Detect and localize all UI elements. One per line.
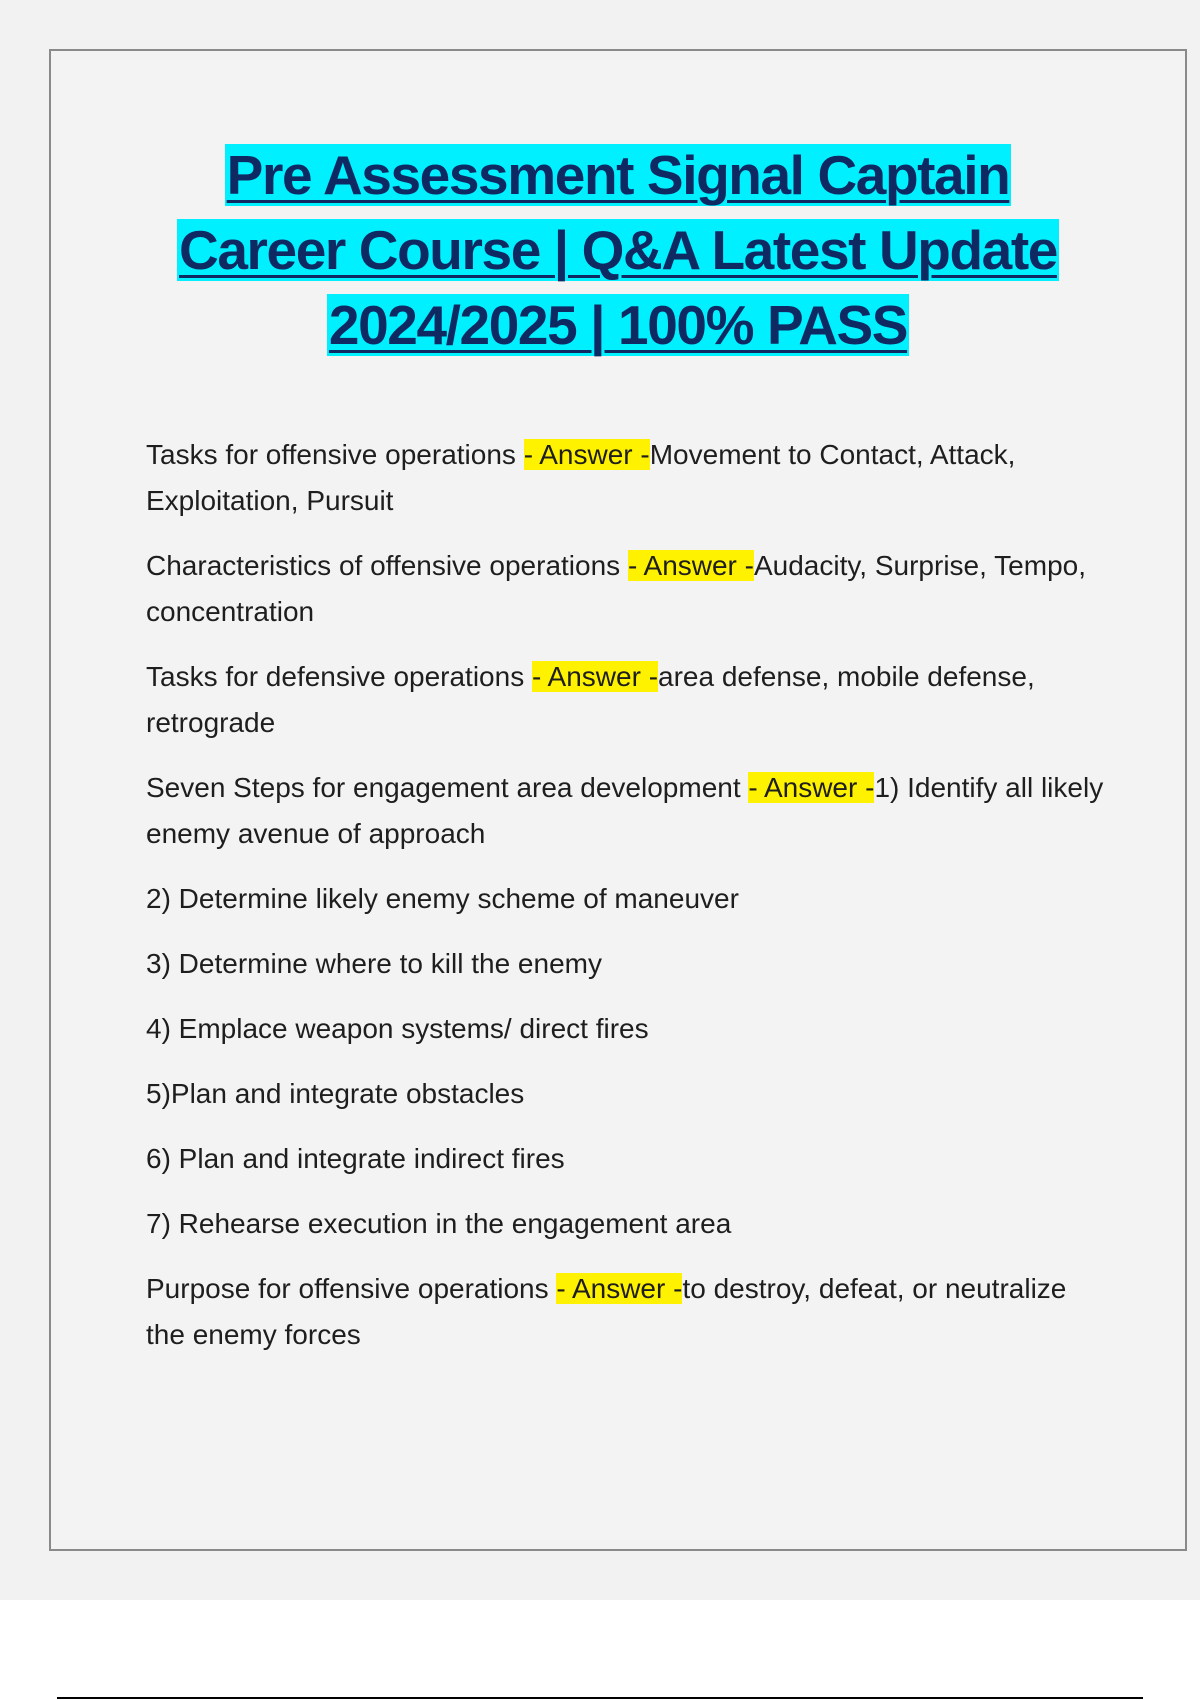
- answer-text: Audacity, Surprise, Tempo, concentration: [146, 550, 1086, 627]
- qa-item: [146, 1266, 1106, 1358]
- step-item: 5)Plan and integrate obstacles: [146, 1078, 525, 1109]
- qa-content: [146, 432, 1106, 1377]
- qa-item: [146, 432, 1106, 524]
- answer-marker: - Answer -: [748, 772, 875, 803]
- answer-text: area defense, mobile defense, retrograde: [146, 661, 1035, 738]
- qa-item: [146, 654, 1106, 746]
- answer-marker: - Answer -: [627, 550, 754, 581]
- title-line-1: Pre Assessment Signal Captain: [226, 144, 1010, 206]
- qa-item: [146, 765, 1106, 857]
- answer-marker: - Answer -: [523, 439, 650, 470]
- question-text: Characteristics of offensive operations: [146, 550, 628, 581]
- title-line: [60, 213, 1176, 288]
- step-item: 7) Rehearse execution in the engagement area: [146, 1208, 732, 1239]
- document-title: [60, 138, 1176, 363]
- title-line: [60, 288, 1176, 363]
- qa-item: [146, 543, 1106, 635]
- answer-text: 1) Identify all likely enemy avenue of approach: [146, 772, 1104, 849]
- question-text: Tasks for defensive operations: [146, 661, 532, 692]
- bottom-divider: [57, 1697, 1143, 1699]
- title-line-3: 2024/2025 | 100% PASS: [328, 294, 908, 356]
- question-text: Seven Steps for engagement area development: [146, 772, 749, 803]
- answer-marker: - Answer -: [556, 1273, 683, 1304]
- title-line-2: Career Course | Q&A Latest Update: [179, 219, 1057, 281]
- question-text: Purpose for offensive operations: [146, 1273, 557, 1304]
- step-item: 3) Determine where to kill the enemy: [146, 948, 602, 979]
- title-line: [60, 138, 1176, 213]
- step-item: 4) Emplace weapon systems/ direct fires: [146, 1013, 649, 1044]
- question-text: Tasks for offensive operations: [146, 439, 524, 470]
- answer-marker: - Answer -: [531, 661, 659, 692]
- step-item: 6) Plan and integrate indirect fires: [146, 1143, 565, 1174]
- answer-text: to destroy, defeat, or neutralize the enemy forces: [146, 1273, 1067, 1350]
- step-item: 2) Determine likely enemy scheme of maneuver: [146, 883, 739, 914]
- answer-text: Movement to Contact, Attack, Exploitation, Pursuit: [146, 439, 1016, 516]
